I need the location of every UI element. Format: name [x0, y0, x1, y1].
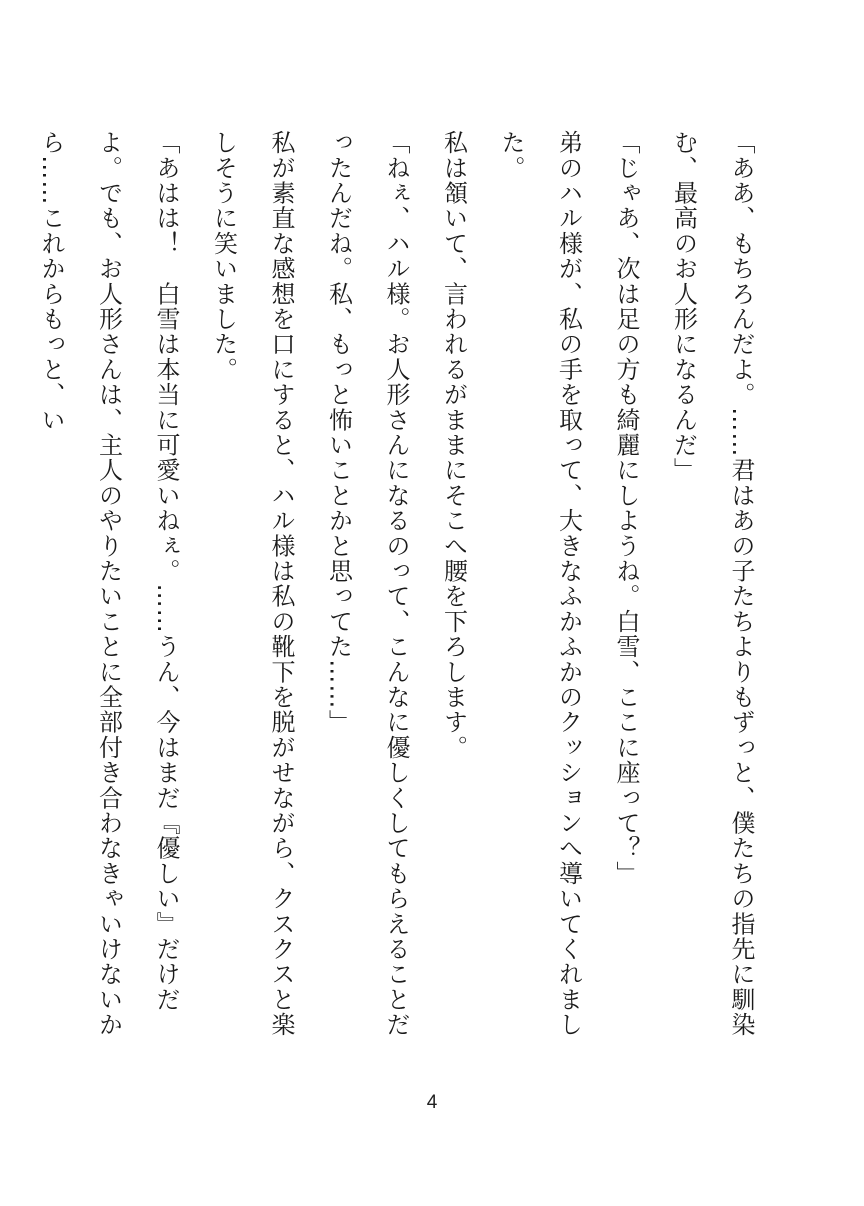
paragraph: 「ああ、もちろんだよ。……君はあの子たちよりもずっと、僕たちの指先に馴染む、最高のお人形になるんだ」: [669, 130, 755, 1038]
paragraph: 私が素直な感想を口にすると、ハル様は私の靴下を脱がせながら、クスクスと楽しそうに笑いました。: [209, 130, 295, 1038]
paragraph: 「あはは！ 白雪は本当に可愛いねぇ。……うん、今はまだ『優しい』だけだよ。でも、お人形さんは、主人のやりたいことに全部付き合わなきゃいけないから……これからもっと、い: [37, 130, 180, 1038]
paragraph: 「じゃあ、次は足の方も綺麗にしようね。白雪、ここに座って？」: [612, 130, 640, 886]
paragraph: 「ねぇ、ハル様。お人形さんになるのって、こんなに優しくしてもらえることだったんだね。私、もっと怖いことかと思ってた……」: [324, 130, 410, 1038]
paragraph: 私は頷いて、言われるがままにそこへ腰を下ろします。: [439, 130, 468, 760]
vertical-text-body: [37, 130, 769, 1050]
page-number: 4: [426, 1092, 438, 1113]
paragraph: 弟のハル様が、私の手を取って、大きなふかふかのクッションへ導いてくれました。: [497, 130, 583, 1038]
